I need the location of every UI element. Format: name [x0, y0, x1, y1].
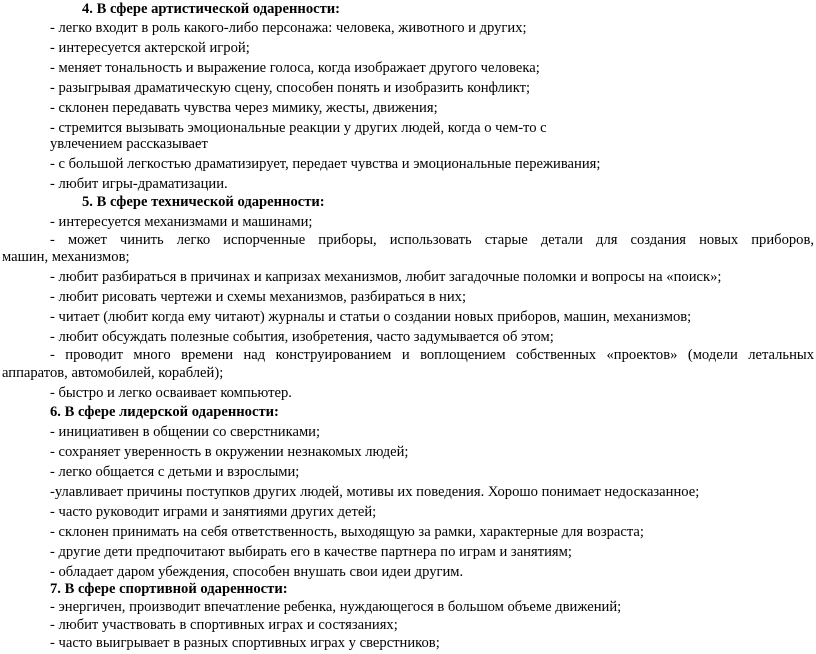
- list-item: - любит игры-драматизации.: [50, 176, 228, 192]
- list-item: - стремится вызывать эмоциональные реакции у других людей, когда о чем-то с: [50, 120, 547, 136]
- list-item: - любит разбираться в причинах и капризах механизмов, любит загадочные поломки и вопросы на «поиск»;: [50, 269, 722, 285]
- list-item: - меняет тональность и выражение голоса, когда изображает другого человека;: [50, 60, 540, 76]
- list-item-continuation: увлечением рассказывает: [50, 136, 208, 152]
- list-item: - любит рисовать чертежи и схемы механизмов, разбираться в них;: [50, 289, 467, 305]
- section-heading-artistic: 4. В сфере артистической одаренности:: [82, 1, 341, 17]
- list-item: - может чинить легко испорченные приборы, использовать старые детали для создания новых приборов,: [50, 232, 814, 248]
- list-item: - инициативен в общении со сверстниками;: [50, 424, 321, 440]
- list-item: -улавливает причины поступков других людей, мотивы их поведения. Хорошо понимает недосказанное;: [50, 484, 700, 500]
- section-heading-technical: 5. В сфере технической одаренности:: [82, 194, 325, 210]
- list-item: - любит обсуждать полезные события, изобретения, часто задумывается об этом;: [50, 329, 554, 345]
- list-item: - склонен принимать на себя ответственность, выходящую за рамки, характерные для возраста;: [50, 524, 644, 540]
- list-item: - с большой легкостью драматизирует, передает чувства и эмоциональные переживания;: [50, 156, 601, 172]
- section-heading-leadership: 6. В сфере лидерской одаренности:: [50, 404, 279, 420]
- list-item-continuation: машин, механизмов;: [2, 249, 130, 265]
- list-item: - сохраняет уверенность в окружении незнакомых людей;: [50, 444, 409, 460]
- list-item: - читает (любит когда ему читают) журналы и статьи о создании новых приборов, машин, механизмов;: [50, 309, 692, 325]
- list-item: - быстро и легко осваивает компьютер.: [50, 385, 292, 401]
- list-item: - часто руководит играми и занятиями других детей;: [50, 504, 377, 520]
- list-item: - интересуется актерской игрой;: [50, 40, 250, 56]
- list-item-continuation: аппаратов, автомобилей, кораблей);: [2, 365, 224, 381]
- list-item: - склонен передавать чувства через мимику, жесты, движения;: [50, 100, 438, 116]
- list-item: - энергичен, производит впечатление ребенка, нуждающегося в большом объеме движений;: [50, 599, 622, 615]
- list-item: - проводит много времени над конструированием и воплощением собственных «проектов» (модели летальных: [50, 347, 814, 363]
- list-item: - легко общается с детьми и взрослыми;: [50, 464, 300, 480]
- list-item: - интересуется механизмами и машинами;: [50, 214, 313, 230]
- list-item: - любит участвовать в спортивных играх и состязаниях;: [50, 617, 398, 633]
- section-heading-sports: 7. В сфере спортивной одаренности:: [50, 581, 288, 597]
- list-item: - обладает даром убеждения, способен внушать свои идеи другим.: [50, 564, 464, 580]
- list-item: - другие дети предпочитают выбирать его в качестве партнера по играм и занятиям;: [50, 544, 572, 560]
- list-item: - легко входит в роль какого-либо персонажа: человека, животного и других;: [50, 20, 527, 36]
- list-item: - часто выигрывает в разных спортивных играх у сверстников;: [50, 635, 440, 651]
- list-item: - разыгрывая драматическую сцену, способен понять и изобразить конфликт;: [50, 80, 531, 96]
